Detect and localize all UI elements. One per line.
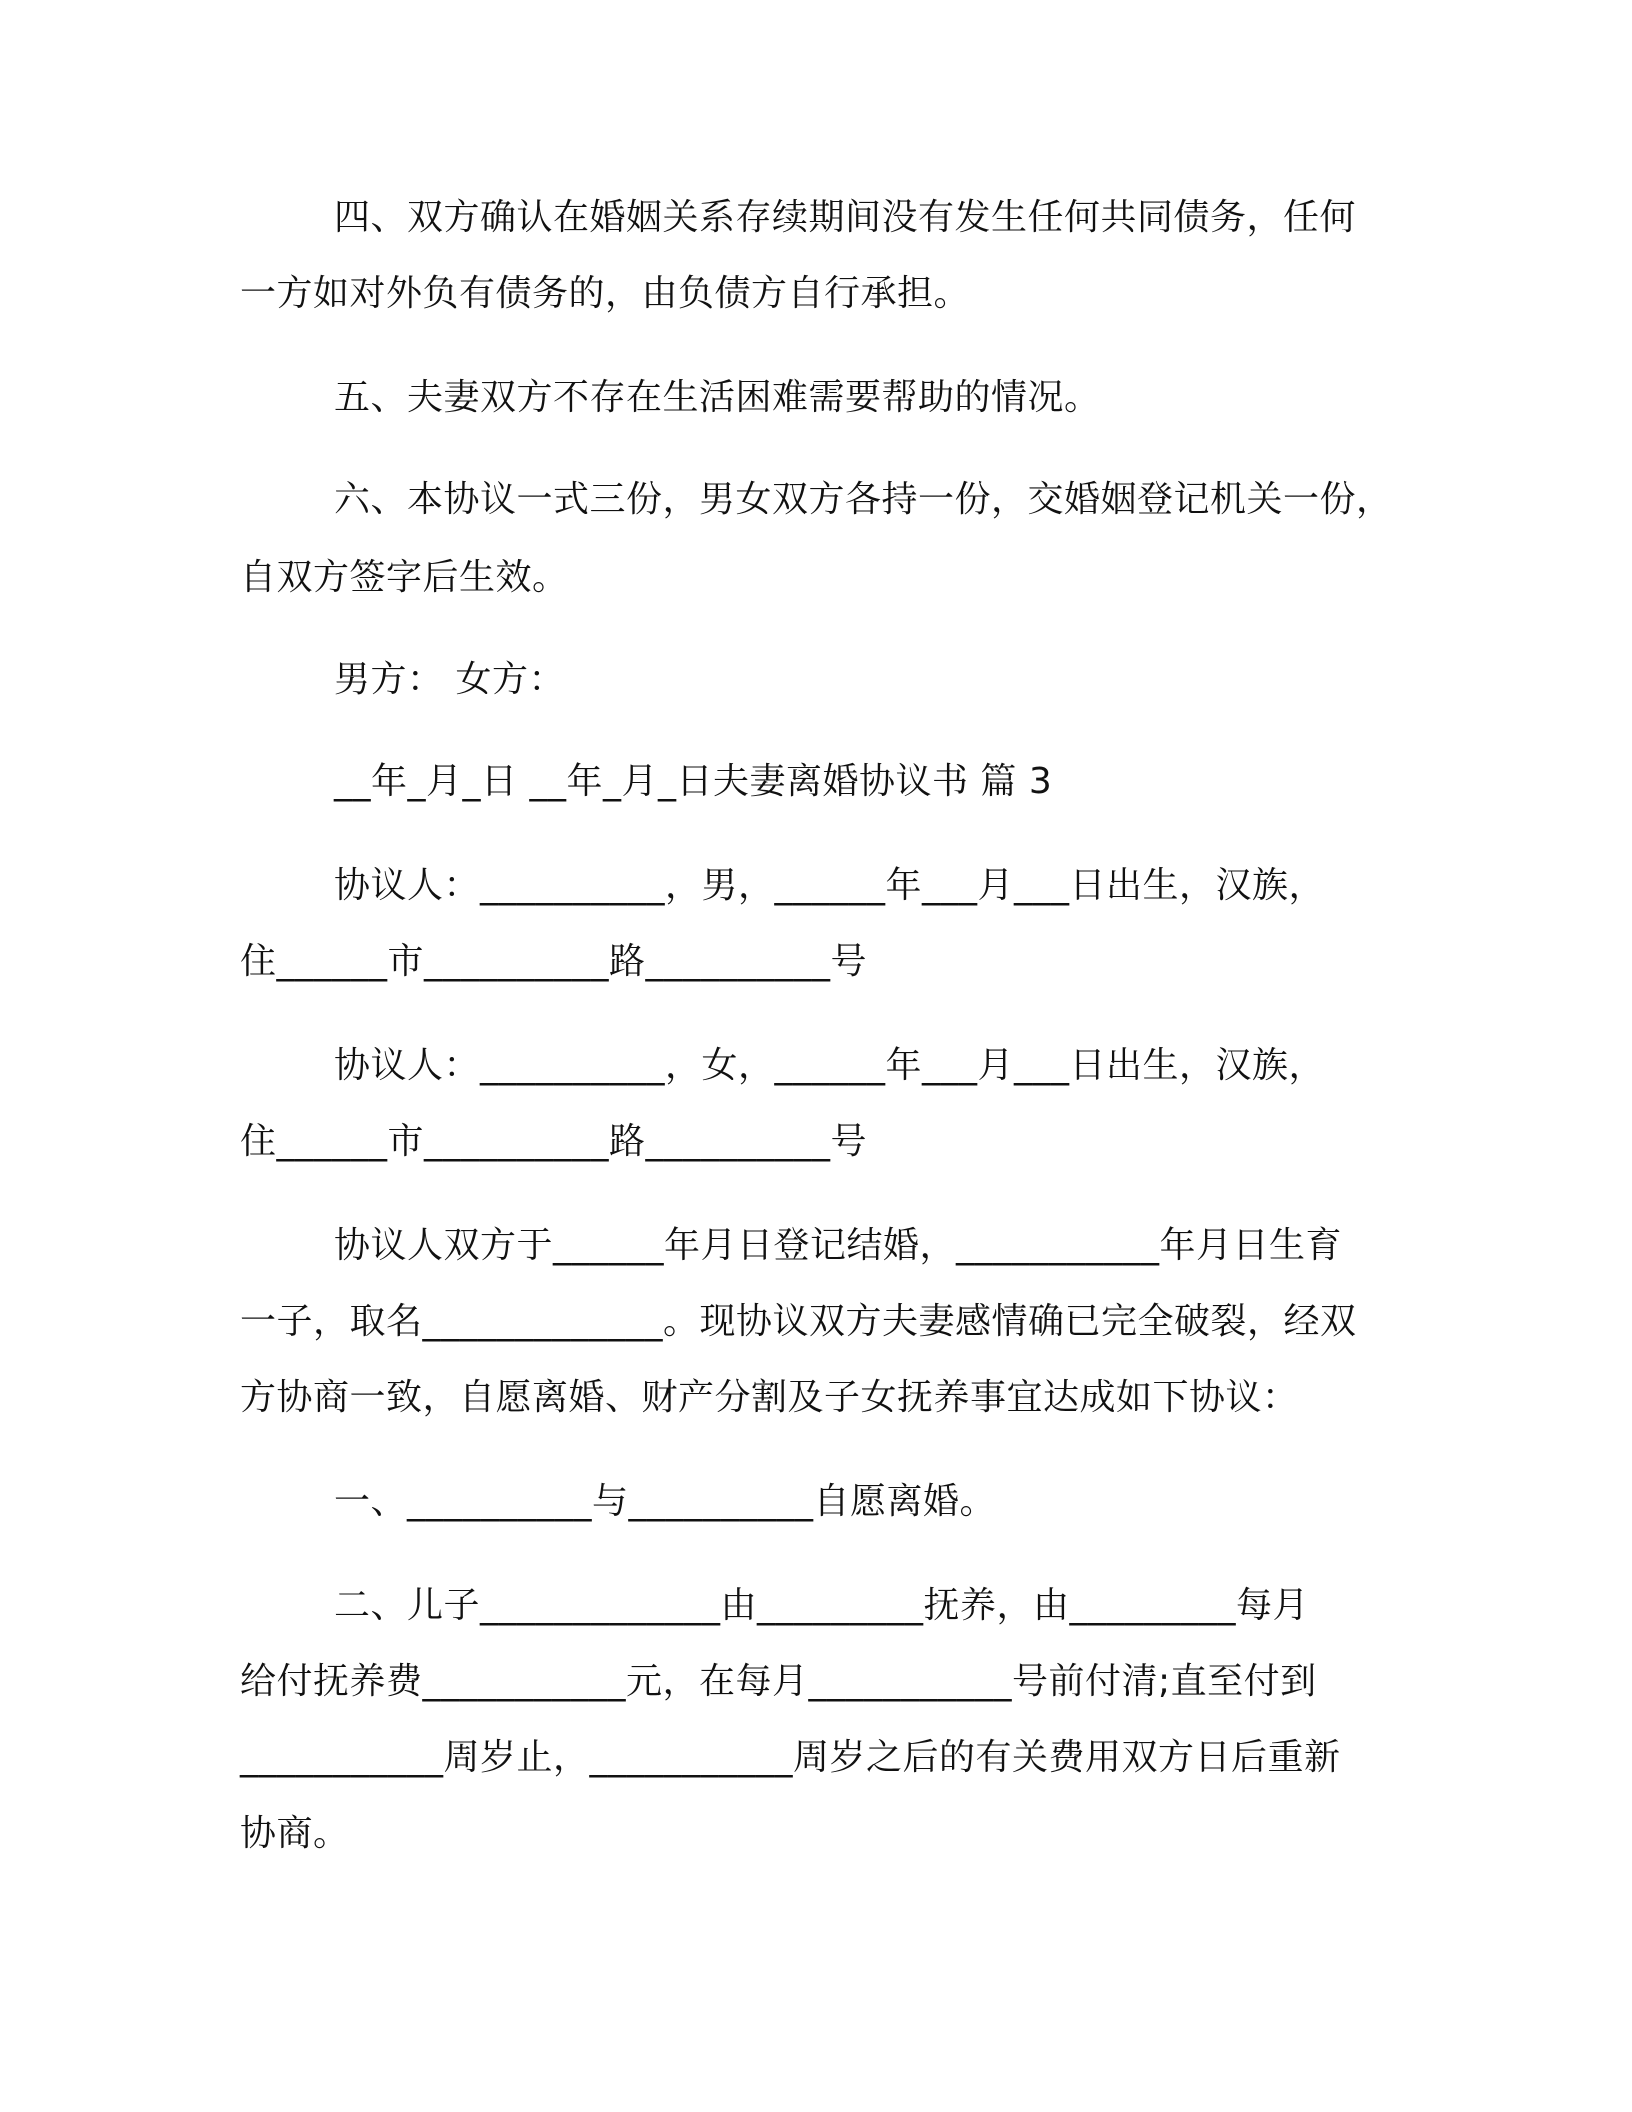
date-and-section-title: __年_月_日 __年_月_日夫妻离婚协议书 篇 3: [334, 761, 1053, 802]
article-2-line-2: 给付抚养费___________元，在每月___________号前付清;直至付到: [240, 1661, 1317, 1702]
article-2-line-1: 二、儿子_____________由_________抚养，由_________每月: [334, 1585, 1310, 1626]
party-1-line-2: 住______市__________路__________号: [240, 941, 868, 982]
party-2-line-2: 住______市__________路__________号: [240, 1121, 868, 1162]
clause-4-line-2: 一方如对外负有债务的，由负债方自行承担。: [240, 273, 971, 314]
article-1: 一、__________与__________自愿离婚。: [334, 1481, 997, 1522]
intro-line-2: 一子，取名_____________。现协议双方夫妻感情确已完全破裂，经双: [240, 1301, 1357, 1342]
clause-6-line-2: 自双方签字后生效。: [240, 557, 569, 598]
clause-5: 五、夫妻双方不存在生活困难需要帮助的情况。: [334, 377, 1101, 418]
clause-6-line-1: 六、本协议一式三份，男女双方各持一份，交婚姻登记机关一份，: [334, 479, 1393, 520]
signature-line: 男方： 女方：: [334, 659, 565, 700]
party-1-line-1: 协议人：__________，男，______年___月___日出生，汉族，: [334, 865, 1326, 906]
article-2-line-3: ___________周岁止，___________周岁之后的有关费用双方日后重新: [240, 1737, 1341, 1778]
article-2-line-4: 协商。: [240, 1813, 350, 1854]
party-2-line-1: 协议人：__________，女，______年___月___日出生，汉族，: [334, 1045, 1326, 1086]
clause-4-line-1: 四、双方确认在婚姻关系存续期间没有发生任何共同债务，任何: [334, 197, 1357, 238]
intro-line-3: 方协商一致，自愿离婚、财产分割及子女抚养事宜达成如下协议：: [240, 1377, 1299, 1418]
intro-line-1: 协议人双方于______年月日登记结婚，___________年月日生育: [334, 1225, 1343, 1266]
